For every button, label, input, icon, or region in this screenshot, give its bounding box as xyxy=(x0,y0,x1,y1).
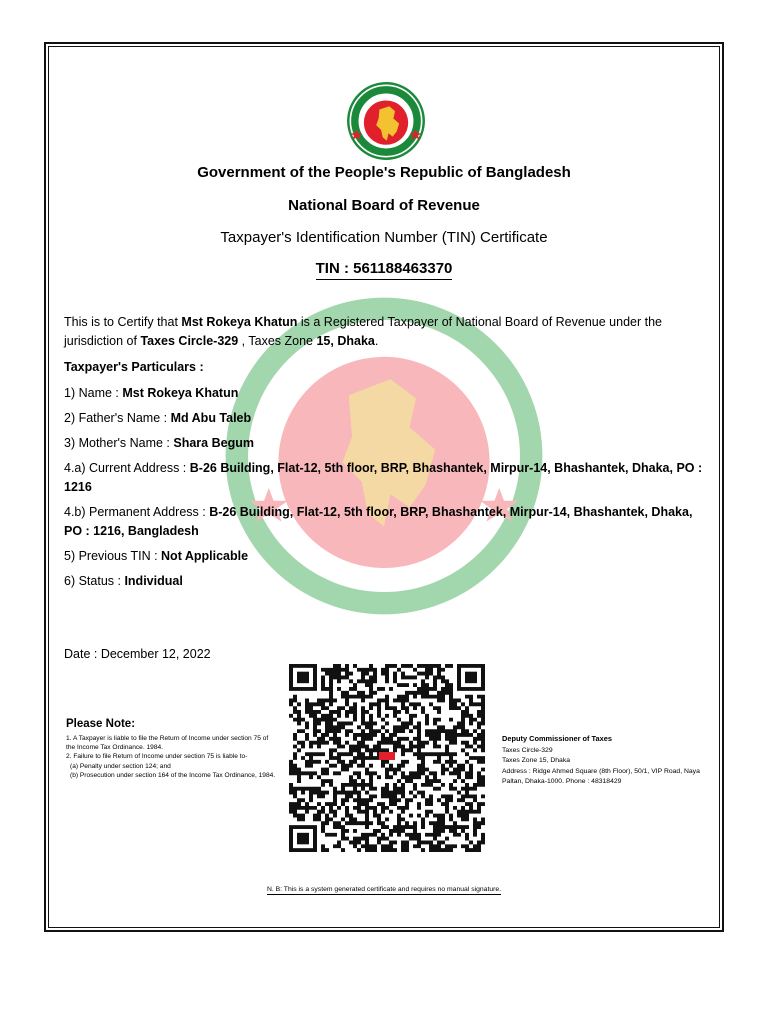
officer-address: Address : Ridge Ahmed Square (8th Floor), 50/1, VIP Road, Naya Paltan, Dhaka-1000. Phone : 48318429 xyxy=(502,767,700,785)
note-line: (a) Penalty under section 124; and xyxy=(70,762,171,770)
particular-value: Md Abu Taleb xyxy=(170,411,252,425)
particular-status xyxy=(64,572,704,591)
particular-label: 5) Previous TIN : xyxy=(64,549,162,563)
government-title: Government of the People's Republic of Bangladesh xyxy=(197,164,571,181)
system-generated-note xyxy=(0,886,768,893)
particular-label: 1) Name : xyxy=(64,386,123,400)
please-note-title: Please Note: xyxy=(66,718,136,730)
certification-paragraph xyxy=(64,313,704,351)
tin-number-text: TIN : 561188463370 xyxy=(316,260,453,280)
certify-circle: Taxes Circle-329 xyxy=(140,334,239,348)
issue-date: Date : December 12, 2022 xyxy=(64,647,211,661)
note-line: 1. A Taxpayer is liable to file the Return of Income under section 75 of the Income Tax Ordinance. 1984. xyxy=(66,735,269,752)
particular-label: 2) Father's Name : xyxy=(64,411,171,425)
note-line: (b) Prosecution under section 164 of the Income Tax Ordinance, 1984. xyxy=(70,771,276,779)
certify-zone: 15, Dhaka xyxy=(316,334,375,348)
particular-label: 4.a) Current Address : xyxy=(64,461,190,475)
particular-label: 4.b) Permanent Address : xyxy=(64,505,210,519)
particulars-heading: Taxpayer's Particulars : xyxy=(64,360,204,374)
officer-circle: Taxes Circle-329 xyxy=(502,746,553,754)
certify-mid: is a Registered Taxpayer of National Board of Revenue under the jurisdiction of xyxy=(64,315,662,348)
particular-label: 6) Status : xyxy=(64,574,125,588)
particular-mother xyxy=(64,434,704,453)
particular-name xyxy=(64,384,704,403)
board-title: National Board of Revenue xyxy=(288,197,480,214)
note-line: 2. Failure to file Return of Income under section 75 is liable to- xyxy=(66,753,248,761)
officer-title: Deputy Commissioner of Taxes xyxy=(502,734,612,743)
particular-value: Not Applicable xyxy=(161,549,249,563)
particular-value: Mst Rokeya Khatun xyxy=(122,386,239,400)
particular-father xyxy=(64,409,704,428)
particular-label: 3) Mother's Name : xyxy=(64,436,174,450)
particular-previous-tin xyxy=(64,547,704,566)
certify-taxpayer-name: Mst Rokeya Khatun xyxy=(181,315,298,329)
certify-end: . xyxy=(374,334,379,348)
officer-zone: Taxes Zone 15, Dhaka xyxy=(502,757,571,764)
please-note-list xyxy=(66,734,276,780)
certify-pre: This is to Certify that xyxy=(64,315,182,329)
particular-value: B-26 Building, Flat-12, 5th floor, BRP, Bhashantek, Mirpur-14, Bhashantek, Dhaka, PO : 1216, Bangladesh xyxy=(64,505,693,538)
certify-sep: , Taxes Zone xyxy=(238,334,317,348)
certificate-title: Taxpayer's Identification Number (TIN) Certificate xyxy=(220,229,548,246)
government-seal-logo xyxy=(345,80,427,162)
particular-permanent-address xyxy=(64,503,704,541)
system-generated-note-text: N. B: This is a system generated certificate and requires no manual signature. xyxy=(266,886,502,893)
particular-current-address xyxy=(64,459,704,497)
tin-number xyxy=(0,260,768,277)
qr-code xyxy=(289,664,485,852)
particular-value: Shara Begum xyxy=(173,436,254,450)
officer-block xyxy=(502,734,722,788)
particular-value: B-26 Building, Flat-12, 5th floor, BRP, Bhashantek, Mirpur-14, Bhashantek, Dhaka, PO : 1216 xyxy=(64,461,703,494)
particular-value: Individual xyxy=(124,574,183,588)
